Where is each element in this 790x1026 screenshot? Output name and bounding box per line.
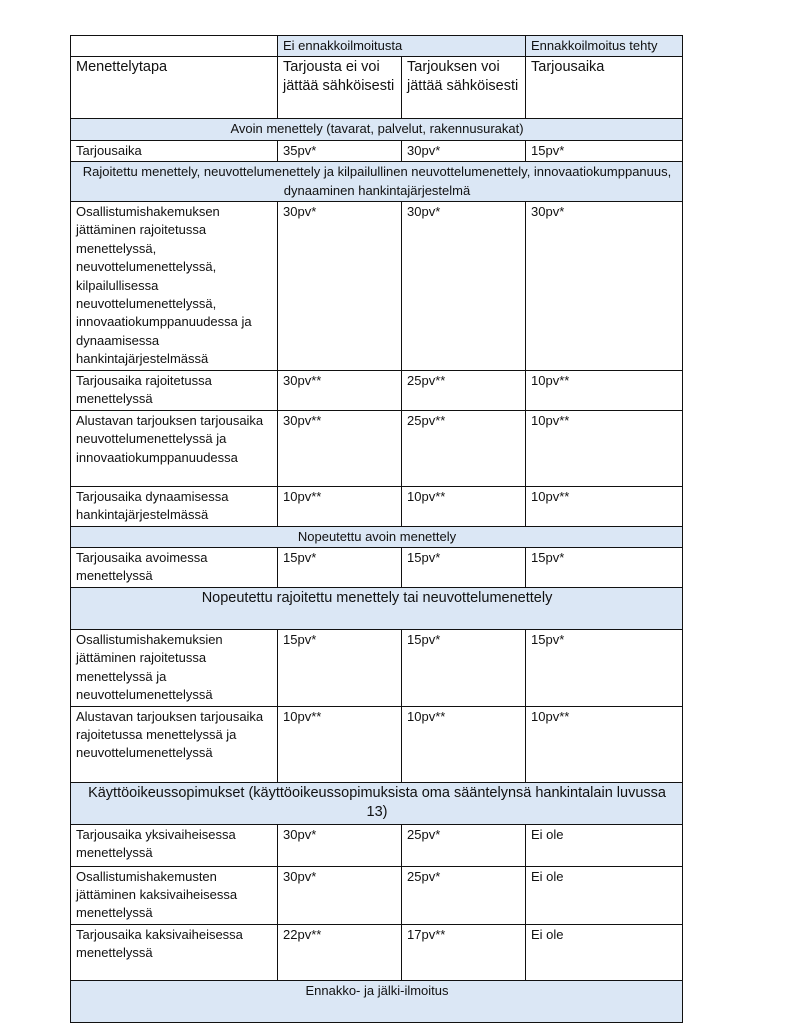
- row-value: 30pv*: [278, 866, 402, 924]
- section-heading: Nopeutettu rajoitettu menettely tai neuvottelumenettely: [71, 587, 683, 629]
- row-label: Alustavan tarjouksen tarjousaika neuvottelumenettelyssä ja innovaatiokumppanuudessa: [71, 410, 278, 486]
- row-value: 15pv*: [278, 629, 402, 706]
- row-label: Osallistumishakemuksien jättäminen rajoitetussa menettelyssä ja neuvottelumenettelyssä: [71, 629, 278, 706]
- row-value: 10pv**: [526, 706, 683, 782]
- row-value: 15pv*: [402, 629, 526, 706]
- row-value: 17pv**: [402, 924, 526, 980]
- row-value: 25pv*: [402, 866, 526, 924]
- row-value: 10pv**: [402, 706, 526, 782]
- section-heading: Nopeutettu avoin menettely: [71, 526, 683, 547]
- row-value: 10pv**: [526, 486, 683, 526]
- row-value: 25pv**: [402, 371, 526, 411]
- header-group-notice-made: Ennakkoilmoitus tehty: [526, 36, 683, 57]
- header-empty-cell: [71, 36, 278, 57]
- row-value: 10pv**: [402, 486, 526, 526]
- row-value: 15pv*: [526, 629, 683, 706]
- row-value: 10pv**: [526, 410, 683, 486]
- row-label: Tarjousaika avoimessa menettelyssä: [71, 548, 278, 588]
- row-label: Alustavan tarjouksen tarjousaika rajoitetussa menettelyssä ja neuvottelumenettelyssä: [71, 706, 278, 782]
- row-label: Tarjousaika: [71, 140, 278, 161]
- row-label: Osallistumishakemusten jättäminen kaksivaiheisessa menettelyssä: [71, 866, 278, 924]
- section-heading: Avoin menettely (tavarat, palvelut, rakennusurakat): [71, 119, 683, 140]
- row-label: Tarjousaika kaksivaiheisessa menettelyssä: [71, 924, 278, 980]
- row-value: 30pv**: [278, 371, 402, 411]
- row-value: 25pv**: [402, 410, 526, 486]
- section-heading: Rajoitettu menettely, neuvottelumenettely ja kilpailullinen neuvottelumenettely, innovaatiokumppanuus, dynaaminen hankintajärjestelmä: [71, 162, 683, 202]
- row-value: 30pv*: [278, 824, 402, 866]
- section-heading: Ennakko- ja jälki-ilmoitus: [71, 980, 683, 1022]
- row-label: Osallistumishakemuksen jättäminen rajoitetussa menettelyssä, neuvottelumenettelyssä, kilpailullisessa neuvottelumenettelyssä, innovaatiokumppanuudessa ja dynaamisessa hankintajärjestelmässä: [71, 202, 278, 371]
- row-value: 10pv**: [278, 706, 402, 782]
- row-value: 10pv**: [278, 486, 402, 526]
- row-value: 30pv*: [278, 202, 402, 371]
- row-value: Ei ole: [526, 866, 683, 924]
- row-value: 25pv*: [402, 824, 526, 866]
- row-value: 35pv*: [278, 140, 402, 161]
- row-value: 30pv**: [278, 410, 402, 486]
- row-value: Ei ole: [526, 824, 683, 866]
- header-procedure: Menettelytapa: [71, 57, 278, 119]
- row-value: 30pv*: [402, 140, 526, 161]
- row-label: Tarjousaika dynaamisessa hankintajärjestelmässä: [71, 486, 278, 526]
- header-not-electronic: Tarjousta ei voi jättää sähköisesti: [278, 57, 402, 119]
- section-heading: Käyttöoikeussopimukset (käyttöoikeussopimuksista oma sääntelynsä hankintalain luvussa 13): [71, 782, 683, 824]
- row-label: Tarjousaika rajoitetussa menettelyssä: [71, 371, 278, 411]
- row-label: Tarjousaika yksivaiheisessa menettelyssä: [71, 824, 278, 866]
- row-value: Ei ole: [526, 924, 683, 980]
- header-group-no-notice: Ei ennakkoilmoitusta: [278, 36, 526, 57]
- row-value: 15pv*: [526, 140, 683, 161]
- header-electronic: Tarjouksen voi jättää sähköisesti: [402, 57, 526, 119]
- row-value: 15pv*: [278, 548, 402, 588]
- row-value: 15pv*: [526, 548, 683, 588]
- row-value: 15pv*: [402, 548, 526, 588]
- row-value: 22pv**: [278, 924, 402, 980]
- header-tender-time: Tarjousaika: [526, 57, 683, 119]
- row-value: 30pv*: [526, 202, 683, 371]
- row-value: 10pv**: [526, 371, 683, 411]
- row-value: 30pv*: [402, 202, 526, 371]
- deadline-table: [70, 35, 683, 1023]
